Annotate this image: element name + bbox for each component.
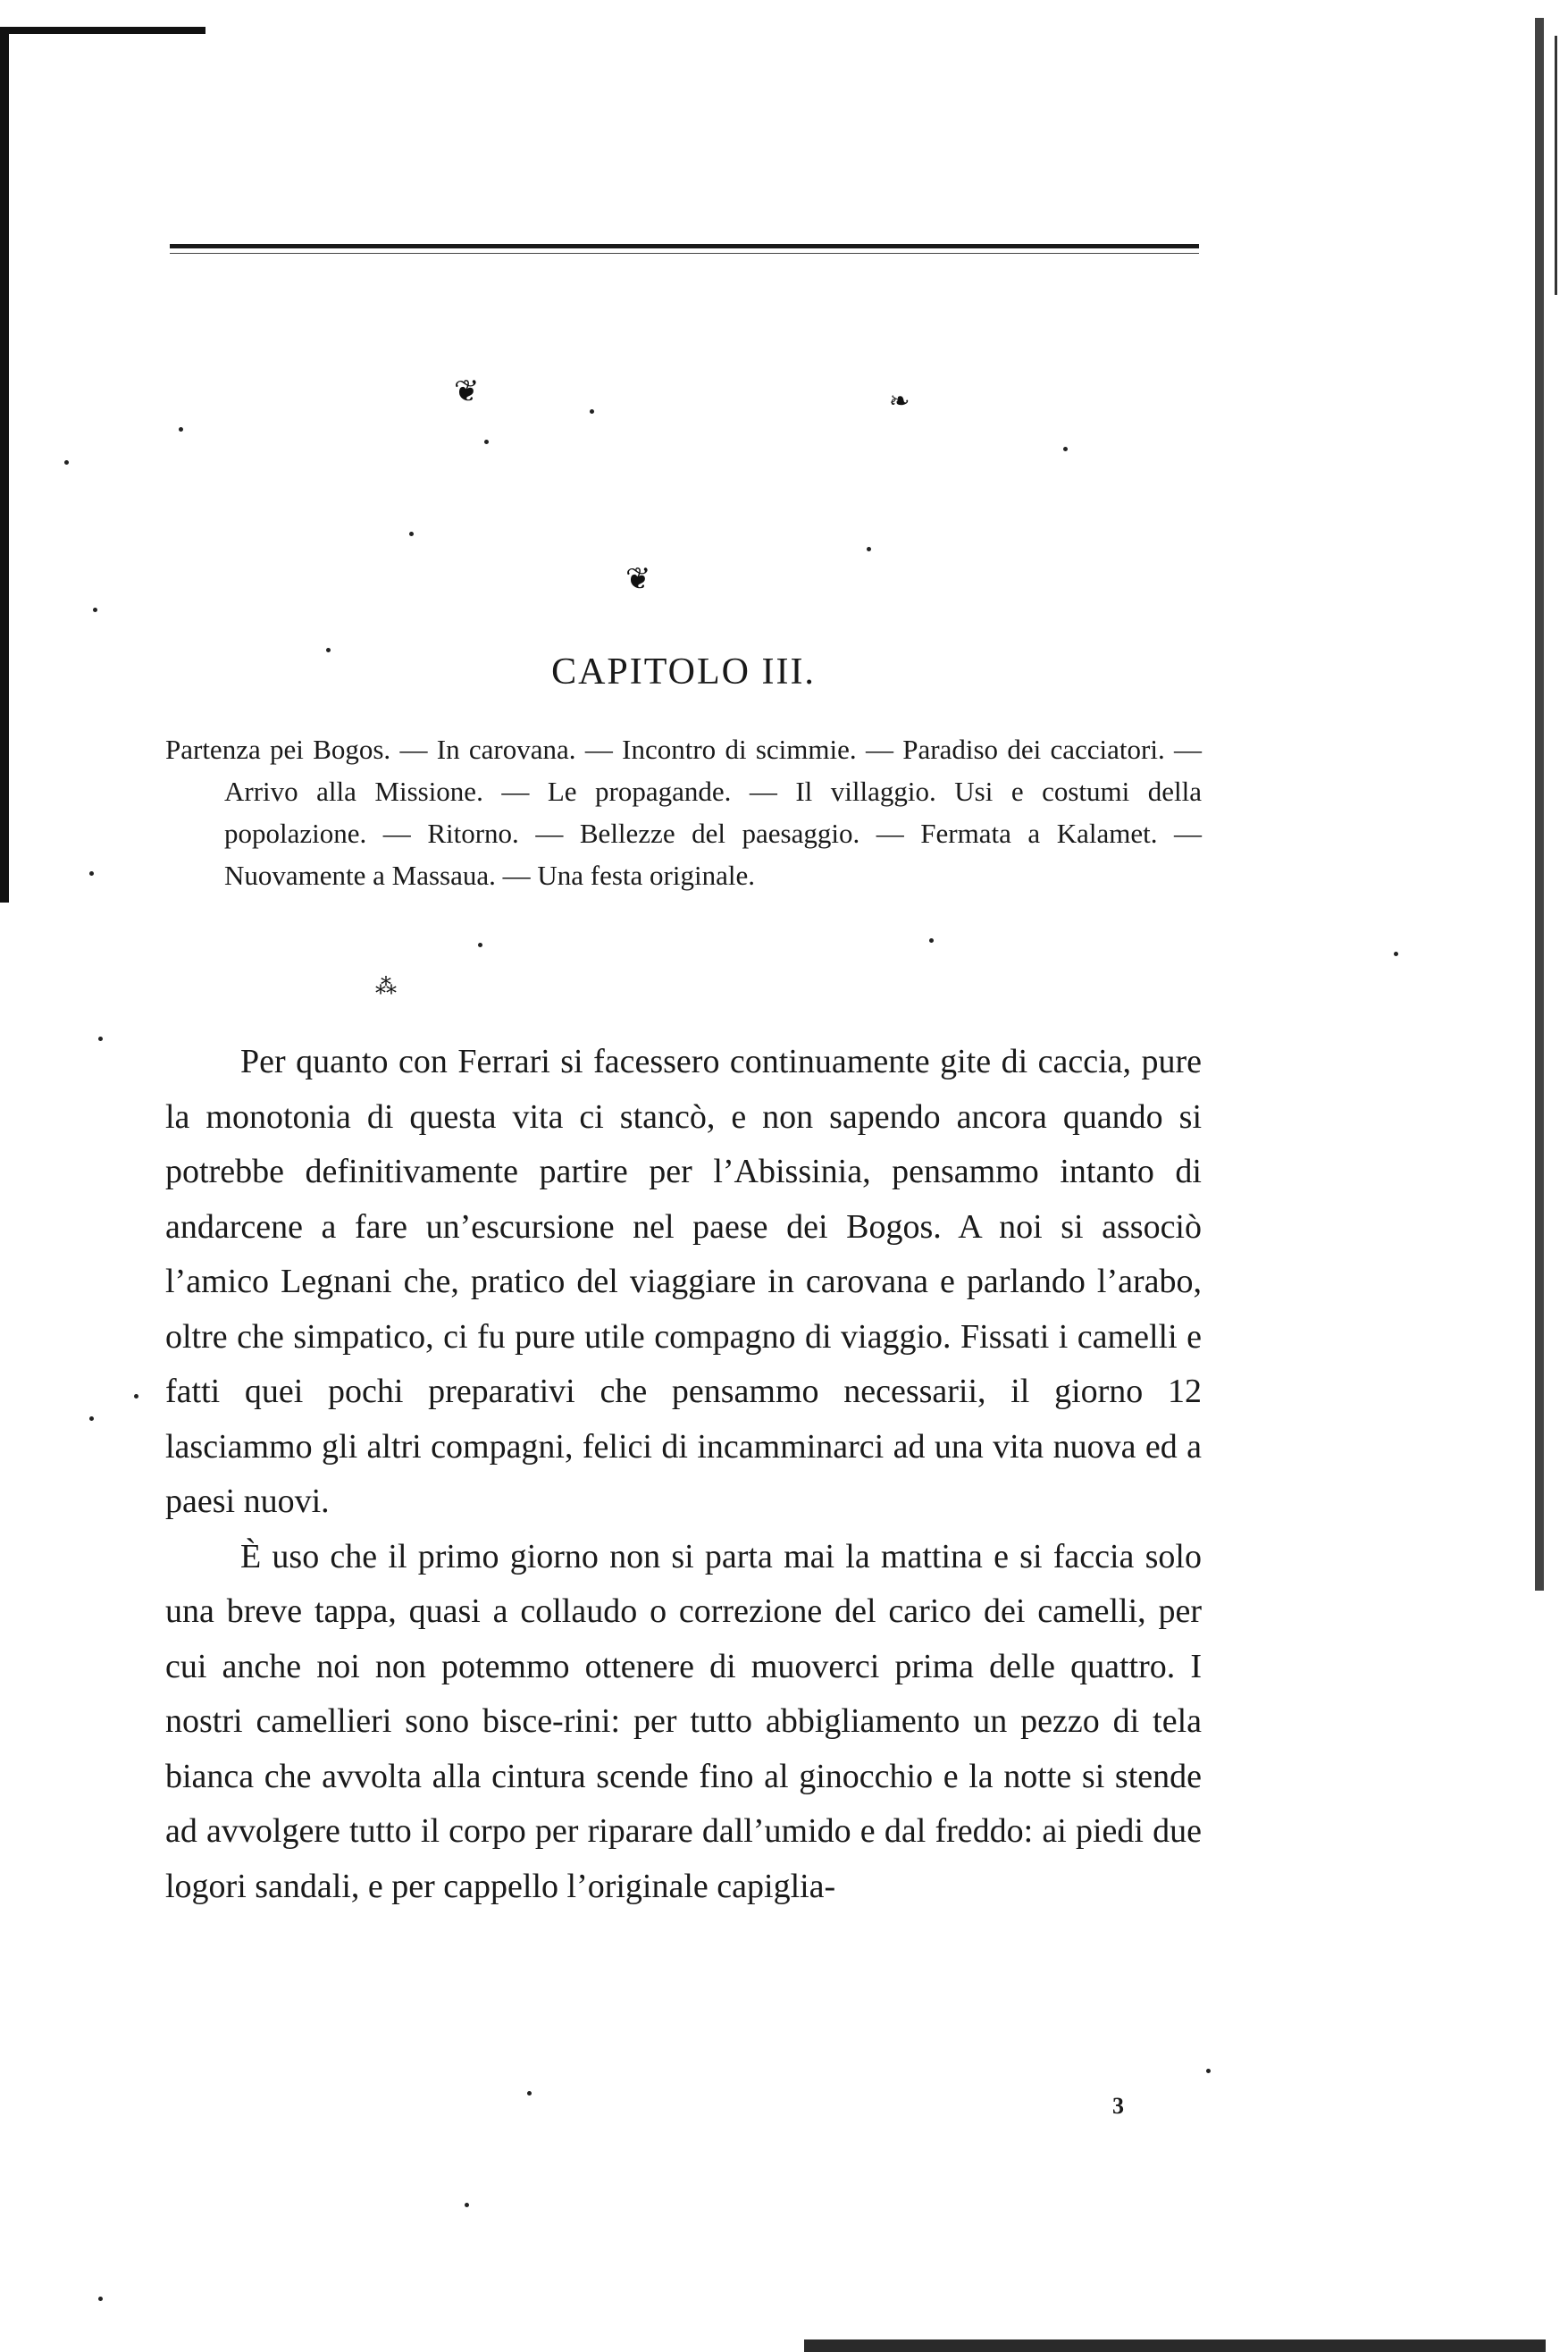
scan-border-right-thin <box>1555 36 1557 295</box>
speck <box>590 409 594 414</box>
scan-border-bottom <box>804 2339 1546 2352</box>
speck <box>478 943 482 947</box>
scan-border-left <box>0 27 9 903</box>
header-rule <box>170 244 1199 248</box>
speck <box>93 608 97 612</box>
speck <box>98 2297 103 2301</box>
paragraph: È uso che il primo giorno non si parta mai la mattina e si faccia solo una breve tappa, quasi a collaudo o correzione del carico dei camelli, per cui anche noi non potemmo ottenere di muoverci prima delle quattro. I nostri camellieri sono bisce-rini: per tutto abbigliamento un pezzo di tela bianca che avvolta alla cintura scende fino al ginocchio e la notte si stende ad avvolgere tutto il corpo per riparare dall’umido e dal freddo: ai piedi due logori sandali, e per cappello l’originale capiglia- <box>165 1537 1202 1905</box>
speck <box>867 547 871 551</box>
ornament-leaf-icon: ❧ <box>889 388 910 416</box>
scan-border-top <box>0 27 205 34</box>
speck <box>484 440 489 444</box>
page-number: 3 <box>1112 2093 1124 2119</box>
speck <box>527 2091 532 2096</box>
speck <box>64 460 69 465</box>
speck <box>179 427 183 432</box>
speck <box>465 2203 469 2207</box>
paragraph: Per quanto con Ferrari si facessero continuamente gite di caccia, pure la monotonia di questa vita ci stancò, e non sapendo ancora quando si potrebbe definitivamente partire per l’Abissinia, pensammo intanto di andarcene a fare un’escursione nel paese dei Bogos. A noi si associò l’amico Legnani che, pratico del viaggiare in carovana e parlando l’arabo, oltre che simpatico, ci fu pure utile compagno di viaggio. Fissati i camelli e fatti quei pochi preparativi che pensammo necessarii, il giorno 12 lasciammo gli altri compagni, felici di incamminarci ad una vita nuova ed a paesi nuovi. <box>165 1043 1202 1520</box>
chapter-title: CAPITOLO III. <box>551 651 816 693</box>
speck <box>89 871 94 876</box>
ornament-dots-icon: ⁂ <box>375 976 397 999</box>
ornament-flower-icon: ❦ <box>625 563 651 596</box>
ornament-flower-icon: ❦ <box>454 375 480 408</box>
header-rule-thin <box>170 253 1199 254</box>
speck <box>89 1416 94 1421</box>
speck <box>98 1037 103 1041</box>
chapter-summary: Partenza pei Bogos. — In carovana. — Incontro di scimmie. — Paradiso dei cacciatori. — Arrivo alla Missione. — Le propagande. — Il villaggio. Usi e costumi della popolazione. — Ritorno. — Bellezze del paesaggio. — Fermata a Kalamet. — Nuovamente a Massaua. — Una festa originale. <box>165 734 1202 891</box>
speck <box>134 1394 138 1399</box>
speck <box>929 938 934 943</box>
speck <box>409 532 414 536</box>
speck <box>1206 2069 1211 2073</box>
speck <box>1394 952 1398 956</box>
speck <box>1063 447 1068 451</box>
body-text <box>165 1035 1202 1914</box>
scan-border-right <box>1535 18 1544 1591</box>
